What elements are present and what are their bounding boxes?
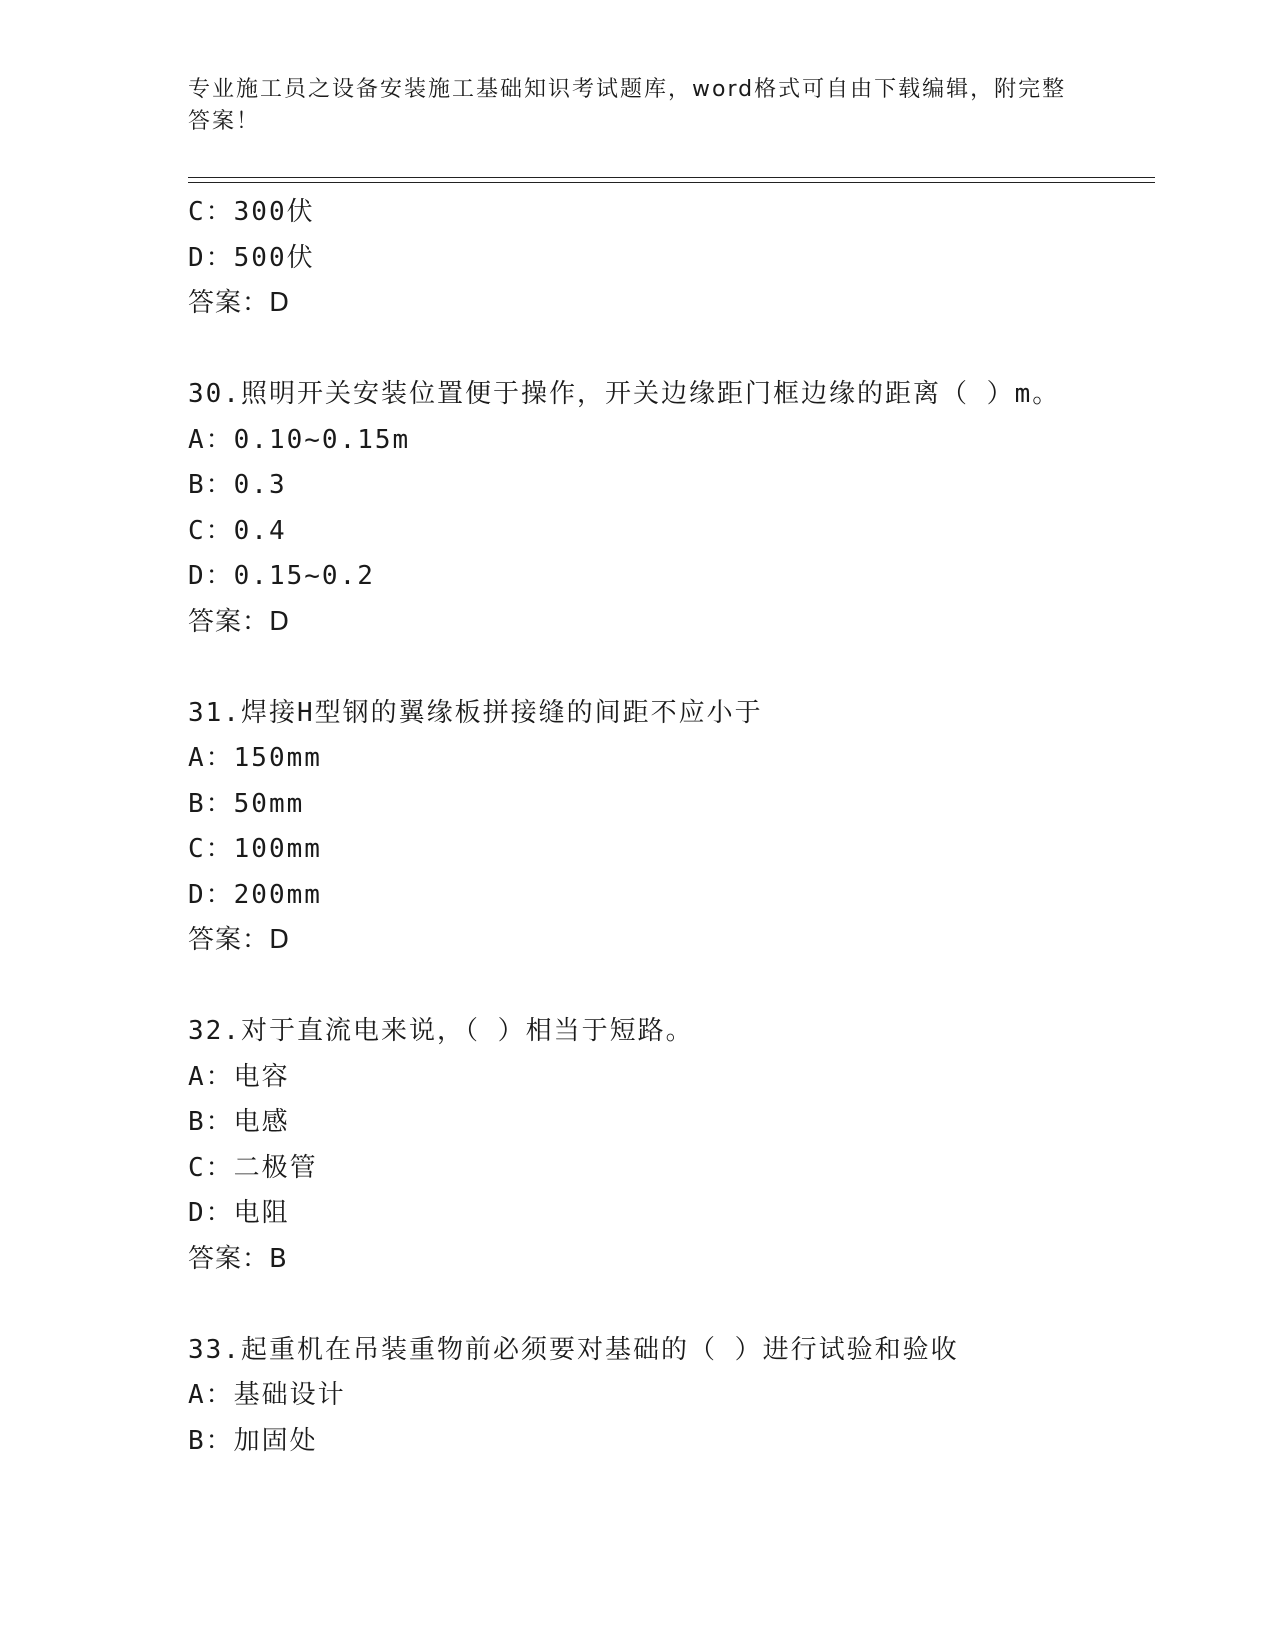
option-text: A：0.10~0.15m	[188, 424, 411, 455]
answer-text: 答案：D	[188, 925, 291, 955]
header-divider-bottom	[188, 182, 1155, 183]
question-list	[188, 190, 1155, 1464]
header-title: 专业施工员之设备安装施工基础知识考试题库，word格式可自由下载编辑，附完整答案！	[188, 77, 1067, 134]
spacer	[188, 964, 1155, 1010]
option-text: C：二极管	[188, 1152, 318, 1183]
option-text: A：基础设计	[188, 1380, 346, 1410]
question-text: 32.对于直流电来说，（ ）相当于短路。	[188, 1016, 694, 1046]
option-text: D：电阻	[188, 1198, 290, 1228]
question-text: 31.焊接H型钢的翼缘板拼接缝的间距不应小于	[188, 697, 763, 728]
option-text: C：100mm	[188, 834, 322, 864]
option-text: D：0.15~0.2	[188, 561, 375, 591]
spacer	[188, 1282, 1155, 1328]
spacer	[188, 327, 1155, 373]
option-text: C：0.4	[188, 515, 287, 546]
document-header	[188, 74, 1068, 138]
option-text: B：电感	[188, 1107, 290, 1137]
option-text: A：150mm	[188, 743, 322, 773]
spacer	[188, 645, 1155, 691]
option-text: B：0.3	[188, 470, 287, 500]
option-text: B：加固处	[188, 1425, 318, 1456]
option-text: A：电容	[188, 1061, 290, 1092]
header-divider-top	[188, 177, 1155, 178]
question-text: 30.照明开关安装位置便于操作，开关边缘距门框边缘的距离（ ）m。	[188, 379, 1061, 409]
option-text: B：50mm	[188, 788, 305, 819]
answer-text: 答案：D	[188, 606, 291, 637]
option-text: C：300伏	[188, 197, 315, 227]
option-text: D：200mm	[188, 879, 322, 910]
answer-text: 答案：B	[188, 1243, 288, 1274]
answer-text: 答案：D	[188, 288, 291, 318]
question-text: 33.起重机在吊装重物前必须要对基础的（ ）进行试验和验收	[188, 1334, 959, 1365]
option-text: D：500伏	[188, 242, 315, 273]
